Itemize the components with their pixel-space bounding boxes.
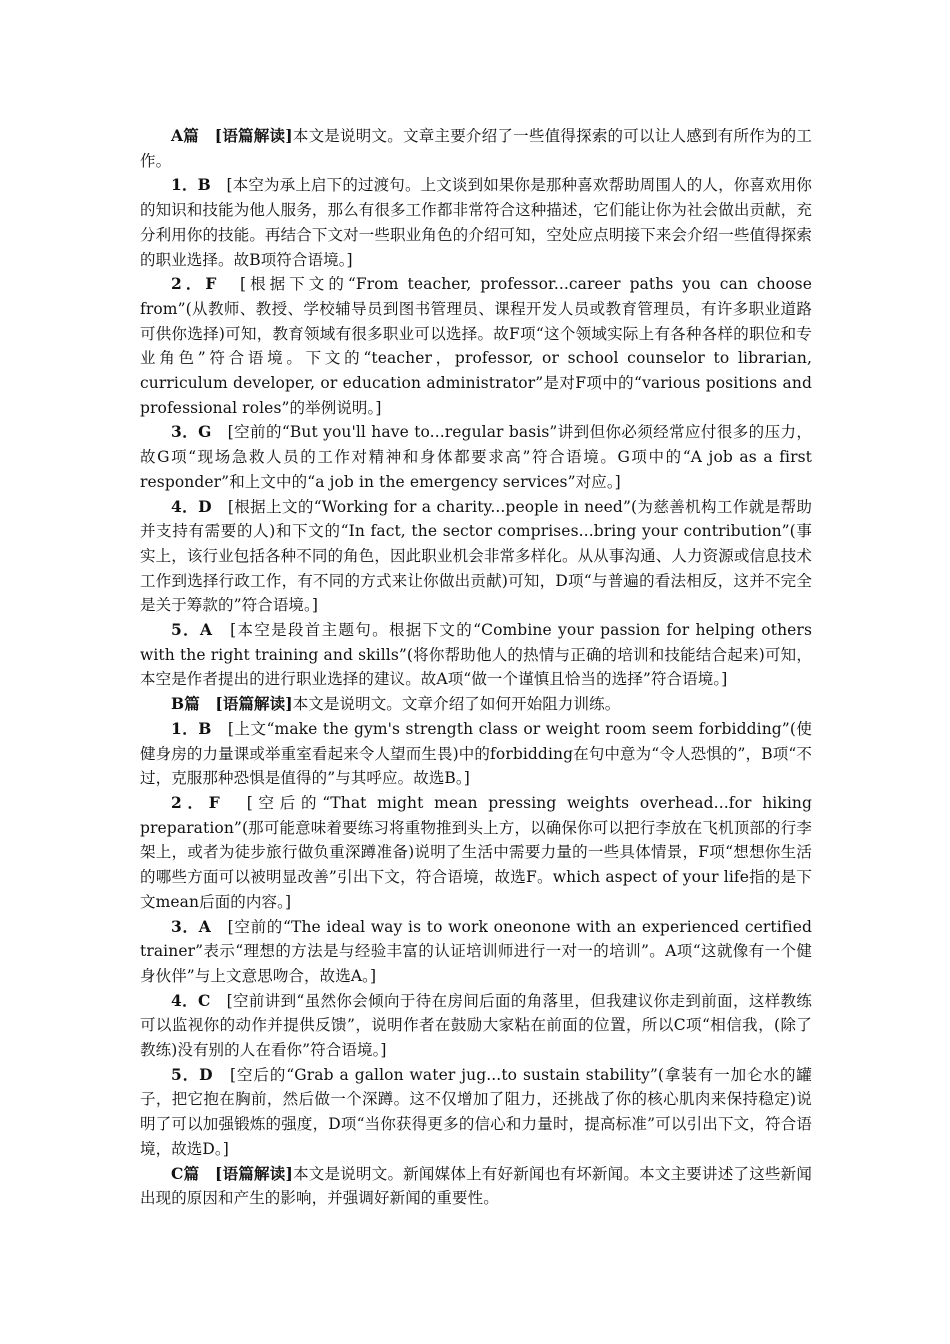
answer-explanation: [本空为承上启下的过渡句。上文谈到如果你是那种喜欢帮助周围人的人，你喜欢用你的知识和技能为他人服务，那么有很多工作都非常符合这种描述，它们能让你为社会做出贡献，充分利用你的技能。再结合下文对一些职业角色的介绍可知，空处应点明接下来会介绍一些值得探索的职业选择。故B项符合语境。] (140, 176, 812, 269)
answer-item (140, 717, 812, 791)
section-b-intro (140, 692, 812, 717)
answer-item (140, 618, 812, 692)
answer-explanation: [空前的“The ideal way is to work oneonone with an experienced certified trainer”表示“理想的方法是与经验丰富的认证培训师进行一对一的培训”。A项“这就像有一个健身伙伴”与上文意思吻合，故选A。] (140, 917, 812, 985)
answer-item (140, 272, 812, 420)
answer-explanation: [上文“make the gym's strength class or weight room seem forbidding”(使健身房的力量课或举重室看起来令人望而生畏)中的forbidding在句中意为“令人恐惧的”，B项“不过，克服那种恐惧是值得的”与其呼应。故选B。] (140, 719, 812, 788)
answer-item (140, 791, 812, 915)
answer-document (140, 124, 812, 1211)
answer-item (140, 1063, 812, 1162)
answer-key: 3．A (171, 916, 228, 936)
answer-item (140, 420, 812, 494)
paragraph-text: 本文是说明文。文章主要介绍了一些值得探索的可以让人感到有所作为的工作。 (140, 127, 812, 170)
paragraph-text: 本文是说明文。文章介绍了如何开始阻力训练。 (292, 695, 621, 714)
answer-explanation: [本空是段首主题句。根据下文的“Combine your passion for helping others with the right training and skills”(将你帮助他人的热情与正确的培训和技能结合起来)可知，本空是作者提出的进行职业选择的建议。故A项“做一个谨慎且恰当的选择”符合语境。] (140, 621, 812, 689)
section-a-intro (140, 124, 812, 173)
answer-key: 2．F (171, 792, 247, 812)
answer-key: 5．D (171, 1064, 230, 1084)
passage-analysis-tag: [语篇解读] (215, 694, 293, 714)
answer-key: 5．A (171, 620, 231, 640)
answer-key: 2．F (171, 274, 241, 294)
answer-explanation: [空前讲到“虽然你会倾向于待在房间后面的角落里，但我建议你走到前面，这样教练可以监视你的动作并提供反馈”，说明作者在鼓励大家粘在前面的位置，所以C项“相信我，(除了教练)没有别的人在看你”符合语境。] (140, 991, 812, 1060)
answer-item (140, 989, 812, 1063)
answer-key: 1．B (171, 718, 228, 738)
passage-analysis-tag: [语篇解读] (214, 126, 293, 145)
answer-explanation: [空后的“That might mean pressing weights overhead...for hiking preparation”(那可能意味着要练习将重物推到头上方，以确保你可以把行李放在飞机顶部的行李架上，或者为徒步旅行做负重深蹲准备)说明了生活中需要力量的一些具体情景，F项“想想你生活的哪些方面可以被明显改善”引出下文，符合语境，故选F。which aspect of your life指的是下文mean后面的内容。] (140, 793, 812, 911)
paragraph-text: 本文是说明文。新闻媒体上有好新闻也有坏新闻。本文主要讲述了这些新闻出现的原因和产生的影响，并强调好新闻的重要性。 (140, 1164, 812, 1208)
answer-explanation: [空前的“But you'll have to...regular basis”讲到但你必须经常应付很多的压力，故G项“现场急救人员的工作对精神和身体都要求高”符合语境。G项中的“A job as a first responder”和上文中的“a job in the emergency services”对应。] (140, 423, 812, 491)
answer-key: 4．C (171, 990, 227, 1010)
answer-key: 4．D (171, 496, 228, 516)
section-label: B篇 (171, 694, 216, 714)
section-label: A篇 (171, 126, 215, 145)
answer-explanation: [空后的“Grab a gallon water jug...to sustain stability”(拿装有一加仑水的罐子，把它抱在胸前，然后做一个深蹲。这不仅增加了阻力，还挑战了你的核心肌肉来保持稳定)说明了可以加强锻炼的强度，D项“当你获得更多的信心和力量时，提高标准”可以引出下文，符合语境，故选D。] (140, 1065, 812, 1158)
answer-explanation: [根据上文的“Working for a charity...people in need”(为慈善机构工作就是帮助并支持有需要的人)和下文的“In fact, the sector comprises...bring your contribution”(事实上，该行业包括各种不同的角色，因此职业机会非常多样化。从从事沟通、人力资源或信息技术工作到选择行政工作，有不同的方式来让你做出贡献)可知，D项“与普遍的看法相反，这并不完全是关于筹款的”符合语境。] (140, 497, 812, 615)
answer-explanation: [根据下文的“From teacher, professor...career paths you can choose from”(从教师、教授、学校辅导员到图书管理员、课程开发人员或教育管理员，有许多职业道路可供你选择)可知，教育领域有很多职业可以选择。故F项“这个领域实际上有各种各样的职位和专业角色”符合语境。下文的“teacher，professor, or school counselor to librarian, curriculum developer, or education administrator”是对F项中的“various positions and professional roles”的举例说明。] (140, 275, 812, 417)
answer-item (140, 495, 812, 619)
answer-item (140, 915, 812, 989)
answer-key: 1．B (171, 175, 227, 195)
section-label: C篇 (171, 1163, 216, 1183)
answer-key: 3．G (171, 422, 228, 442)
section-c-intro (140, 1162, 812, 1211)
answer-item (140, 173, 812, 272)
passage-analysis-tag: [语篇解读] (215, 1163, 293, 1183)
